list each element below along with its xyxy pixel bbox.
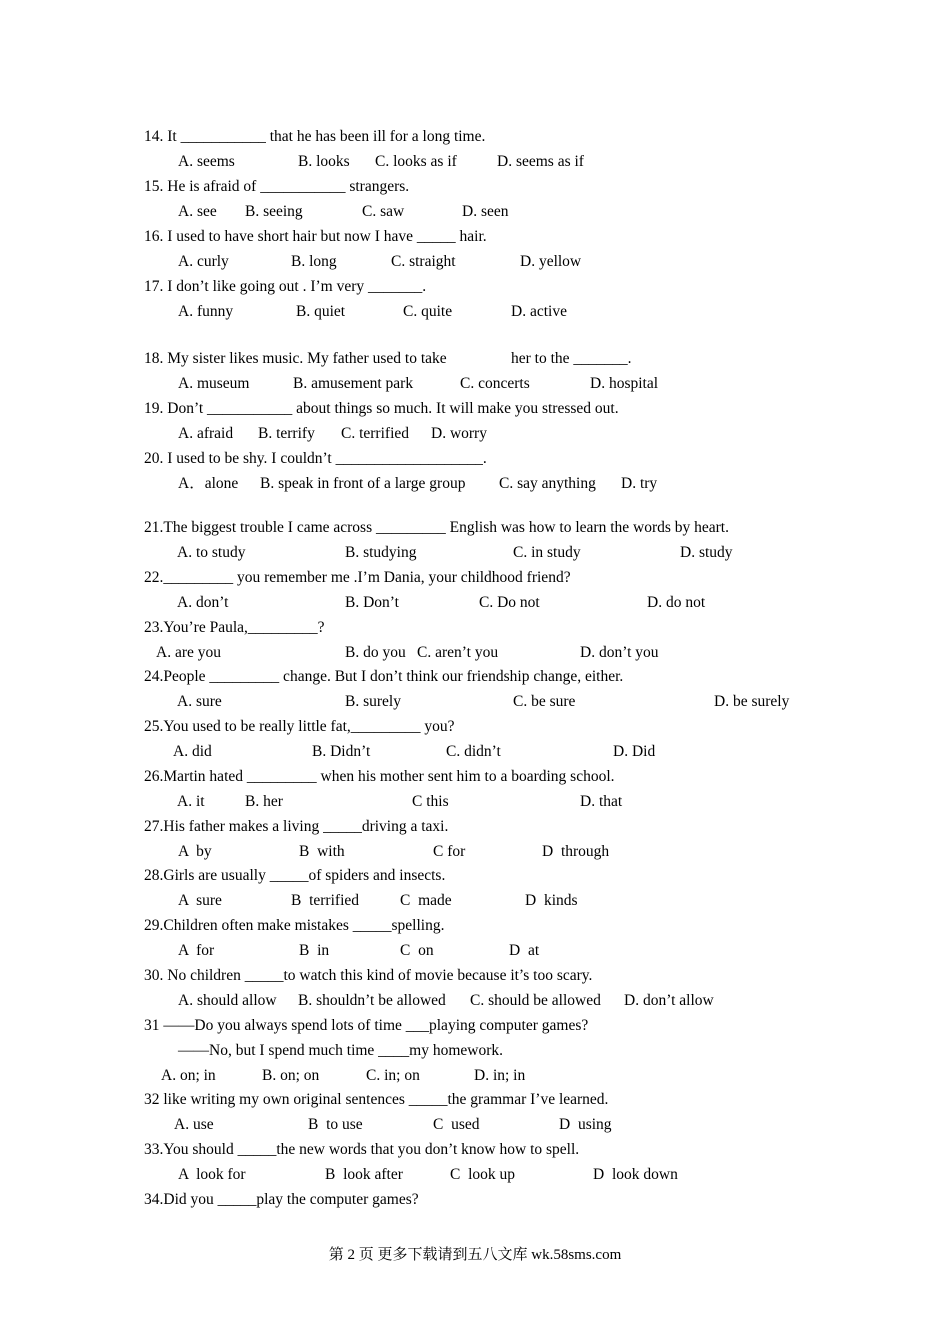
- option: C. be sure: [513, 693, 576, 710]
- option: D. yellow: [520, 253, 582, 270]
- question-15-stem: 15. He is afraid of ___________ strangers.: [144, 178, 410, 195]
- option: B. long: [291, 253, 337, 270]
- question-33-stem: 33.You should _____the new words that you don’t know how to spell.: [144, 1141, 580, 1158]
- option: A sure: [178, 892, 222, 909]
- option: C. straight: [391, 253, 456, 270]
- option: D. active: [511, 303, 567, 320]
- option: A. sure: [177, 693, 222, 710]
- question-30-stem: 30. No children _____to watch this kind of movie because it’s too scary.: [144, 967, 593, 984]
- option: D. do not: [647, 594, 706, 611]
- question-29-stem: 29.Children often make mistakes _____spelling.: [144, 917, 445, 934]
- option: B. amusement park: [293, 375, 414, 392]
- option: A. it: [177, 793, 205, 810]
- option: D look down: [593, 1166, 678, 1183]
- option: C. in study: [513, 544, 581, 561]
- option: B. surely: [345, 693, 401, 710]
- option: D. in; in: [474, 1067, 526, 1084]
- option: A. seems: [178, 153, 235, 170]
- option: D. don’t allow: [624, 992, 714, 1009]
- option: D. don’t you: [580, 644, 659, 661]
- option: D through: [542, 843, 610, 860]
- option: C. say anything: [499, 475, 596, 492]
- option: A. museum: [178, 375, 250, 392]
- option: C. quite: [403, 303, 453, 320]
- question-31-stem-2: ——No, but I spend much time ____my homework.: [178, 1042, 504, 1059]
- question-18-stem-tail: her to the _______.: [511, 350, 632, 367]
- option: A for: [178, 942, 215, 959]
- option: D. worry: [431, 425, 487, 442]
- option: C. saw: [362, 203, 405, 220]
- option: D. seen: [462, 203, 509, 220]
- option: B. Don’t: [345, 594, 399, 611]
- option: B to use: [308, 1116, 363, 1133]
- option: B. seeing: [245, 203, 303, 220]
- question-28-stem: 28.Girls are usually _____of spiders and insects.: [144, 867, 446, 884]
- question-14-stem: 14. It ___________ that he has been ill for a long time.: [144, 128, 486, 145]
- option: A. afraid: [178, 425, 234, 442]
- question-22-stem: 22._________ you remember me .I’m Dania, your childhood friend?: [144, 569, 571, 586]
- question-18-stem: 18. My sister likes music. My father used to take: [144, 350, 447, 367]
- option: C used: [433, 1116, 480, 1133]
- option: B. on; on: [262, 1067, 320, 1084]
- option: C. aren’t you: [417, 644, 499, 661]
- option: B. looks: [298, 153, 350, 170]
- option: C. in; on: [366, 1067, 420, 1084]
- option: C. Do not: [479, 594, 540, 611]
- option: B terrified: [291, 892, 360, 909]
- option: D. hospital: [590, 375, 659, 392]
- option: A. should allow: [178, 992, 277, 1009]
- question-24-stem: 24.People _________ change. But I don’t think our friendship change, either.: [144, 668, 624, 685]
- option: A by: [178, 843, 212, 860]
- option: B. terrify: [258, 425, 315, 442]
- option: D kinds: [525, 892, 578, 909]
- option: C look up: [450, 1166, 516, 1183]
- option: B. speak in front of a large group: [260, 475, 466, 492]
- option: C on: [400, 942, 434, 959]
- option: A. curly: [178, 253, 229, 270]
- option: C for: [433, 843, 466, 860]
- option: A. funny: [178, 303, 234, 320]
- question-17-stem: 17. I don’t like going out . I’m very _______.: [144, 278, 427, 295]
- option: C. terrified: [341, 425, 410, 442]
- option: C made: [400, 892, 452, 909]
- option: D using: [559, 1116, 612, 1133]
- question-19-stem: 19. Don’t ___________ about things so much. It will make you stressed out.: [144, 400, 619, 417]
- option: C this: [412, 793, 449, 810]
- option: D. try: [621, 475, 658, 492]
- option: D. be surely: [714, 693, 790, 710]
- question-16-stem: 16. I used to have short hair but now I have _____ hair.: [144, 228, 487, 245]
- option: D. study: [680, 544, 733, 561]
- option: C. concerts: [460, 375, 530, 392]
- option: A. see: [178, 203, 217, 220]
- option: A. to study: [177, 544, 246, 561]
- question-25-stem: 25.You used to be really little fat,_________ you?: [144, 718, 455, 735]
- option: A. use: [174, 1116, 214, 1133]
- option: D. Did: [613, 743, 656, 760]
- option: B. her: [245, 793, 283, 810]
- page-footer: 第 2 页 更多下载请到五八文库 wk.58sms.com: [328, 1247, 622, 1263]
- option: B. quiet: [296, 303, 346, 320]
- question-27-stem: 27.His father makes a living _____driving a taxi.: [144, 818, 449, 835]
- question-31-stem: 31 ——Do you always spend lots of time ___playing computer games?: [144, 1017, 589, 1034]
- option: D. seems as if: [497, 153, 584, 170]
- option: A. don’t: [177, 594, 229, 611]
- option: C. should be allowed: [470, 992, 601, 1009]
- question-32-stem: 32 like writing my own original sentences _____the grammar I’ve learned.: [144, 1091, 609, 1108]
- option: B. Didn’t: [312, 743, 371, 760]
- question-20-stem: 20. I used to be shy. I couldn’t ___________________.: [144, 450, 487, 467]
- option: C. looks as if: [375, 153, 457, 170]
- question-34-stem: 34.Did you _____play the computer games?: [144, 1191, 419, 1208]
- option: B with: [299, 843, 345, 860]
- option: D at: [509, 942, 540, 959]
- option: B. studying: [345, 544, 417, 561]
- question-21-stem: 21.The biggest trouble I came across _________ English was how to learn the words by heart.: [144, 519, 729, 536]
- option: A. on; in: [161, 1067, 216, 1084]
- question-26-stem: 26.Martin hated _________ when his mother sent him to a boarding school.: [144, 768, 615, 785]
- option: B look after: [325, 1166, 403, 1183]
- option: B in: [299, 942, 330, 959]
- option: D. that: [580, 793, 623, 810]
- option: B. shouldn’t be allowed: [298, 992, 446, 1009]
- option: A. are you: [156, 644, 221, 661]
- question-23-stem: 23.You’re Paula,_________?: [144, 619, 325, 636]
- option: A．alone: [178, 475, 239, 492]
- option: C. didn’t: [446, 743, 501, 760]
- option: A look for: [178, 1166, 246, 1183]
- option: A. did: [173, 743, 212, 760]
- option: B. do you: [345, 644, 406, 661]
